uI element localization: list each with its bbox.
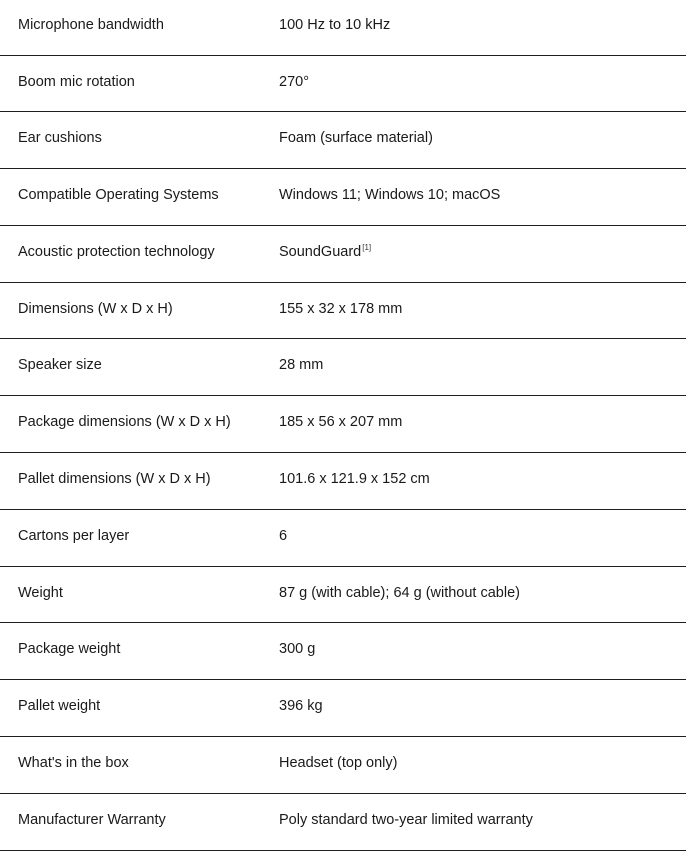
spec-value-container xyxy=(279,244,371,260)
spec-value: Windows 11; Windows 10; macOS xyxy=(279,187,501,204)
spec-label: Pallet dimensions (W x D x H) xyxy=(18,471,211,488)
spec-row-boom-mic-rotation xyxy=(0,56,686,113)
spec-row-pallet-dimensions xyxy=(0,453,686,510)
spec-value: 6 xyxy=(279,527,288,544)
spec-value: 270° xyxy=(279,73,309,90)
footnote-link[interactable]: [1] xyxy=(362,243,372,253)
spec-value: 28 mm xyxy=(279,357,324,374)
spec-label: Ear cushions xyxy=(18,130,102,147)
spec-row-microphone-bandwidth xyxy=(0,0,686,56)
spec-row-weight xyxy=(0,567,686,624)
spec-value: 155 x 32 x 178 mm xyxy=(279,300,403,317)
spec-label: Weight xyxy=(18,584,63,601)
spec-row-cartons-per-layer xyxy=(0,510,686,567)
spec-label: Manufacturer Warranty xyxy=(18,811,166,828)
spec-label: Speaker size xyxy=(18,357,102,374)
spec-value: 100 Hz to 10 kHz xyxy=(279,17,391,33)
spec-row-manufacturer-warranty xyxy=(0,794,686,851)
spec-value: 185 x 56 x 207 mm xyxy=(279,414,403,431)
spec-label: Compatible Operating Systems xyxy=(18,187,219,204)
spec-value: 87 g (with cable); 64 g (without cable) xyxy=(279,584,520,601)
spec-value: 396 kg xyxy=(279,698,323,715)
spec-value: Poly standard two-year limited warranty xyxy=(279,811,533,828)
spec-label: Package weight xyxy=(18,641,121,658)
spec-label: Acoustic protection technology xyxy=(18,243,215,260)
spec-value: SoundGuard xyxy=(279,243,362,260)
spec-row-ear-cushions xyxy=(0,112,686,169)
spec-label: Package dimensions (W x D x H) xyxy=(18,414,231,431)
spec-value: Foam (surface material) xyxy=(279,130,433,147)
spec-row-whats-in-box xyxy=(0,737,686,794)
spec-value: 300 g xyxy=(279,641,316,658)
spec-row-speaker-size xyxy=(0,339,686,396)
spec-value: Headset (top only) xyxy=(279,755,398,772)
spec-row-acoustic-protection xyxy=(0,226,686,283)
spec-label: Pallet weight xyxy=(18,698,101,715)
spec-value: 101.6 x 121.9 x 152 cm xyxy=(279,471,430,488)
spec-label: Dimensions (W x D x H) xyxy=(18,300,173,317)
spec-label: Boom mic rotation xyxy=(18,73,135,90)
spec-row-compatible-os xyxy=(0,169,686,226)
spec-label: Microphone bandwidth xyxy=(18,17,164,33)
spec-label: Cartons per layer xyxy=(18,527,130,544)
spec-label: What's in the box xyxy=(18,755,129,772)
spec-row-pallet-weight xyxy=(0,680,686,737)
spec-row-package-dimensions xyxy=(0,396,686,453)
spec-row-dimensions xyxy=(0,283,686,340)
spec-row-package-weight xyxy=(0,623,686,680)
